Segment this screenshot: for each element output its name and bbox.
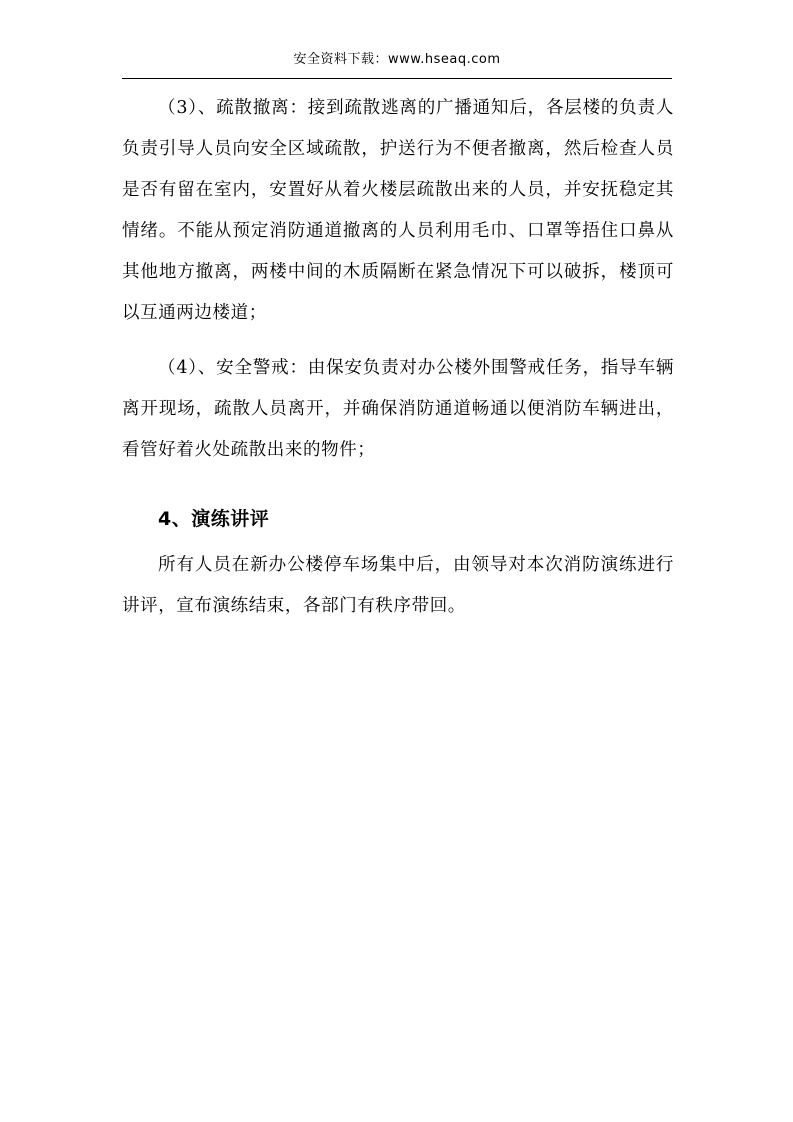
paragraph-evacuation-withdrawal: （3）、疏散撤离：接到疏散逃离的广播通知后，各层楼的负责人负责引导人员向安全区域疏散，护送行为不便者撤离，然后检查人员是否有留在室内，安置好从着火楼层疏散出来的人员，并安抚稳定其情绪。不能从预定消防通道撤离的人员利用毛巾、口罩等捂住口鼻从其他地方撤离，两楼中间的木质隔断在紧急情况下可以破拆，楼顶可以互通两边楼道； (122, 98, 674, 323)
document-body (122, 88, 674, 627)
section-heading-drill-review: 4、演练讲评 (158, 508, 270, 530)
header-divider (122, 78, 672, 79)
paragraph-security-guard: （4）、安全警戒：由保安负责对办公楼外围警戒任务，指导车辆离开现场，疏散人员离开，并确保消防通道畅通以便消防车辆进出，看管好着火处疏散出来的物件； (122, 358, 674, 460)
page-header-watermark: 安全资料下载：www.hseaq.com (293, 52, 501, 67)
paragraph-drill-review-body: 所有人员在新办公楼停车场集中后，由领导对本次消防演练进行讲评，宣布演练结束，各部门有秩序带回。 (122, 555, 674, 616)
